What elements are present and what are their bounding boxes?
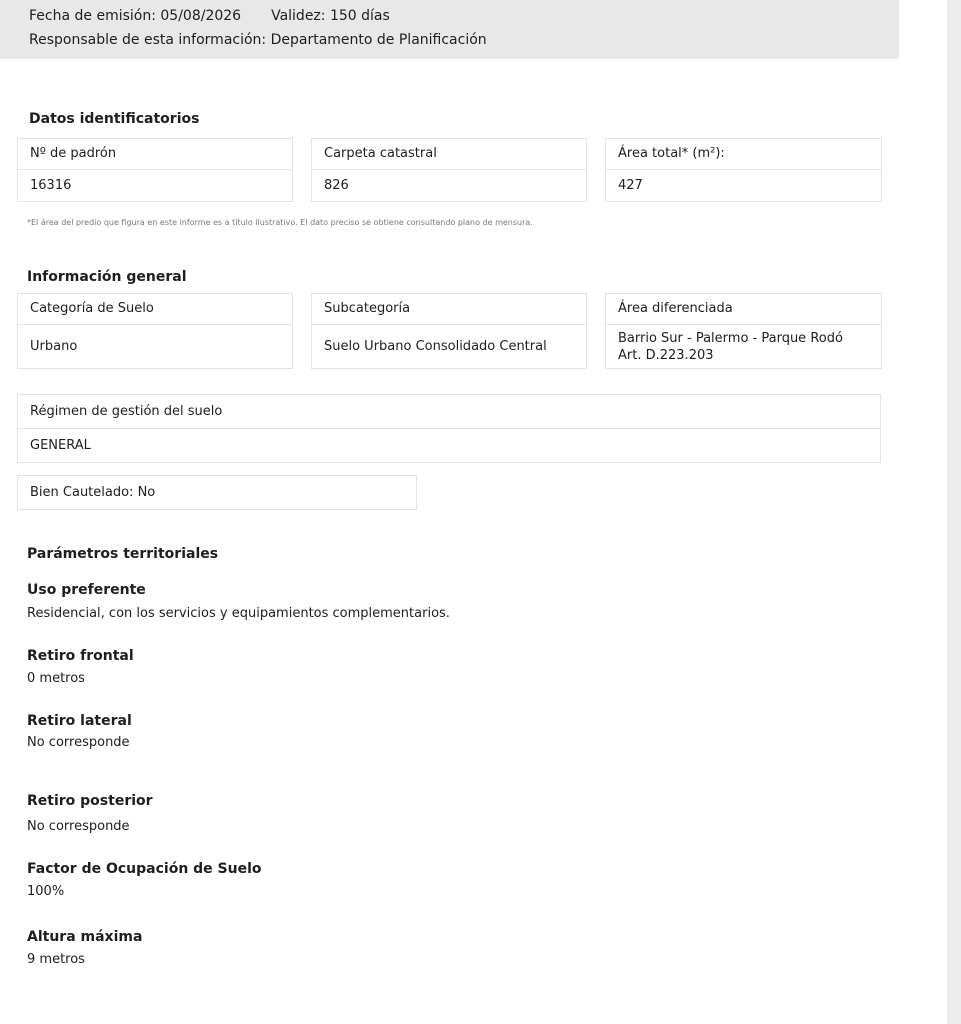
- scrollbar-track[interactable]: [947, 0, 961, 1024]
- padron-value: 16316: [17, 169, 293, 202]
- retiro-lateral-label: Retiro lateral: [27, 713, 132, 729]
- altura-maxima-value: 9 metros: [27, 952, 85, 967]
- regimen-value: GENERAL: [17, 428, 881, 463]
- uso-preferente-value: Residencial, con los servicios y equipamientos complementarios.: [27, 606, 450, 621]
- area-diferenciada-line1: Barrio Sur - Palermo - Parque Rodó: [618, 330, 843, 346]
- area-value: 427: [605, 169, 882, 202]
- carpeta-label: Carpeta catastral: [311, 138, 587, 170]
- altura-maxima-label: Altura máxima: [27, 929, 143, 945]
- retiro-posterior-label: Retiro posterior: [27, 793, 153, 809]
- issue-info: [29, 7, 390, 25]
- area-diferenciada-label: Área diferenciada: [605, 293, 882, 325]
- responsible-info: Responsable de esta información: Departamento de Planificación: [29, 32, 487, 48]
- fos-value: 100%: [27, 884, 65, 899]
- regimen-label: Régimen de gestión del suelo: [17, 394, 881, 429]
- area-footnote: *El área del predio que figura en este informe es a título ilustrativo. El dato preciso se obtiene consultando plano de mensura.: [27, 218, 533, 227]
- subcategoria-label: Subcategoría: [311, 293, 587, 325]
- subcategoria-value: Suelo Urbano Consolidado Central: [311, 324, 587, 369]
- territorial-section-title: Parámetros territoriales: [27, 546, 219, 562]
- general-section-title: Información general: [27, 269, 187, 285]
- retiro-lateral-value: No corresponde: [27, 735, 130, 750]
- retiro-posterior-value: No corresponde: [27, 819, 130, 834]
- bien-cautelado: Bien Cautelado: No: [17, 475, 417, 510]
- report-header: [0, 0, 899, 59]
- area-diferenciada-value: [605, 324, 882, 369]
- carpeta-value: 826: [311, 169, 587, 202]
- categoria-value: Urbano: [17, 324, 293, 369]
- retiro-frontal-value: 0 metros: [27, 671, 85, 686]
- retiro-frontal-label: Retiro frontal: [27, 648, 134, 664]
- area-label: Área total* (m²):: [605, 138, 882, 170]
- issue-date: Fecha de emisión: 05/08/2026: [29, 8, 242, 24]
- fos-label: Factor de Ocupación de Suelo: [27, 861, 262, 877]
- uso-preferente-label: Uso preferente: [27, 582, 146, 598]
- identification-section-title: Datos identificatorios: [29, 111, 200, 127]
- validity: Validez: 150 días: [271, 8, 390, 24]
- categoria-label: Categoría de Suelo: [17, 293, 293, 325]
- area-diferenciada-line2: Art. D.223.203: [618, 347, 714, 363]
- padron-label: Nº de padrón: [17, 138, 293, 170]
